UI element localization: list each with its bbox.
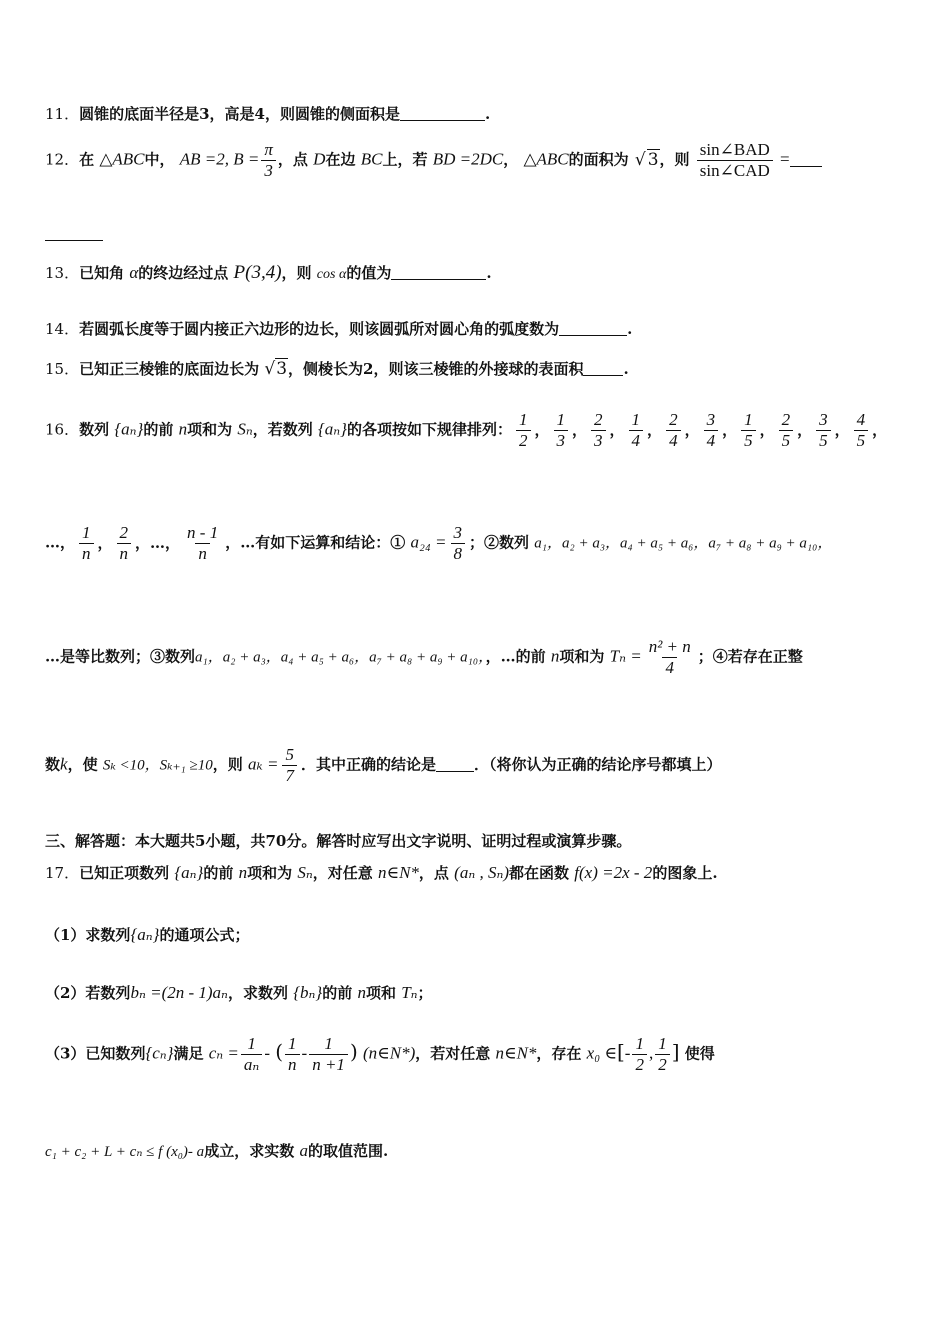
sequence-fraction: $\frac{1}{2}$	[516, 410, 531, 451]
question-16-line-2: …， $\frac{1}{n}$ ， $\frac{2}{n}$ ，…， $\frac{n - 1}{n}$ ，…有如下运算和结论：① a₂₄ = $\frac{3}{8}$ ；②数列 a₁，a₂ + a₃，a₄ + a₅ + a₆，a₇ + a₈ + a₉ + a₁₀，	[45, 523, 833, 563]
sequence-fraction: $\frac{1}{4}$	[629, 410, 644, 451]
answer-blank[interactable]	[583, 361, 623, 376]
question-11: 11．圆锥的底面半径是3，高是4，则圆锥的侧面积是 .	[45, 105, 491, 123]
sequence-fraction: $\frac{4}{5}$	[854, 410, 869, 451]
sequence-fraction: $\frac{3}{4}$	[704, 410, 719, 451]
answer-blank[interactable]	[436, 757, 474, 772]
answer-blank[interactable]	[45, 226, 103, 241]
sequence-terms: $\frac{1}{2}$ ， $\frac{1}{3}$ ， $\frac{2}{3}$ ， $\frac{1}{4}$ ， $\frac{2}{4}$ ， $\frac{3}{4}$ ， $\frac{1}{5}$ ， $\frac{2}{5}$ ， $\frac{3}{5}$ ， $\frac{4}{5}$ ，	[512, 421, 887, 439]
question-16-line-4: 数k，使 Sₖ <10，Sₖ₊₁ ≥10，则 aₖ = $\frac{5}{7}$ ．其中正确的结论是 ．（将你认为正确的结论序号都填上）	[45, 745, 722, 785]
sequence-fraction: $\frac{1}{3}$	[554, 410, 569, 451]
sequence-fraction: $\frac{2}{4}$	[666, 410, 681, 451]
question-12: 12．在 △ABC中， AB =2, B = $\frac{\pi}{3}$ ，点 D在边 BC上，若 BD =2DC， △ABC的面积为 √ 3，则 $\frac{\text{sin∠BAD}}{\text{sin∠CAD}}$ =	[45, 140, 822, 181]
question-17-part-3: （3）已知数列{cₙ}满足 cₙ = $\frac{1}{\text{aₙ}}$ - ( $\frac{1}{n}$ - $\frac{1}{n +1}$ ) (n∈N*)，若对任意 n∈N*，存在 x₀ ∈[- $\frac{1}{2}$ , $\frac{1}{2}$ ] 使得	[45, 1034, 715, 1074]
section-3-heading: 三、解答题：本大题共5小题，共70分。解答时应写出文字说明、证明过程或演算步骤。	[45, 832, 632, 850]
question-15: 15．已知正三棱锥的底面边长为 √3，侧棱长为2，则该三棱锥的外接球的表面积 .	[45, 359, 629, 379]
question-14: 14．若圆弧长度等于圆内接正六边形的边长，则该圆弧所对圆心角的弧度数为 .	[45, 320, 633, 338]
sequence-fraction: $\frac{2}{3}$	[591, 410, 606, 451]
answer-blank[interactable]	[559, 321, 627, 336]
sequence-fraction: $\frac{2}{n}$	[117, 523, 132, 564]
question-16: 16．数列 {aₙ}的前 n项和为 Sₙ，若数列 {aₙ}的各项按如下规律排列： $\frac{1}{2}$ ， $\frac{1}{3}$ ， $\frac{2}{3}$ ， $\frac{1}{4}$ ， $\frac{2}{4}$ ， $\frac{3}{4}$ ， $\frac{1}{5}$ ， $\frac{2}{5}$ ， $\frac{3}{5}$ ， $\frac{4}{5}$ ，	[45, 410, 888, 450]
answer-blank[interactable]	[400, 106, 485, 121]
answer-blank[interactable]	[790, 152, 822, 167]
sequence-fraction: $\frac{1}{n}$	[79, 523, 94, 564]
question-16-line-3: …是等比数列；③数列a₁，a₂ + a₃，a₄ + a₅ + a₆，a₇ + a₈ + a₉ + a₁₀，，…的前 n项和为 Tₙ = $\frac{\text{n² + n}}{4}$ ；④若存在正整	[45, 637, 803, 677]
sine-ratio: $\frac{\text{sin∠BAD}}{\text{sin∠CAD}}$	[697, 140, 773, 181]
sequence-fraction: $\frac{3}{5}$	[816, 410, 831, 451]
question-17-part-1: （1）求数列{aₙ}的通项公式；	[45, 925, 250, 944]
question-17: 17．已知正项数列 {aₙ}的前 n项和为 Sₙ，对任意 n∈N*，点 (aₙ , Sₙ)都在函数 f(x) =2x - 2的图象上.	[45, 863, 718, 882]
question-12-blank-cont	[45, 225, 103, 243]
question-17-part-2: （2）若数列bₙ =(2n - 1)aₙ，求数列 {bₙ}的前 n项和 Tₙ；	[45, 983, 433, 1002]
sequence-fraction: $\frac{1}{5}$	[741, 410, 756, 451]
question-17-part-3-cont: c₁ + c₂ + L + cₙ ≤ f (x₀)- a成立，求实数 a的取值范围.	[45, 1141, 389, 1160]
question-13: 13．已知角 α的终边经过点 P(3,4)，则 cos α的值为 .	[45, 262, 492, 283]
answer-blank[interactable]	[391, 265, 486, 280]
sequence-fraction: $\frac{2}{5}$	[779, 410, 794, 451]
sequence-fraction: $\frac{n - 1}{n}$	[187, 523, 219, 563]
